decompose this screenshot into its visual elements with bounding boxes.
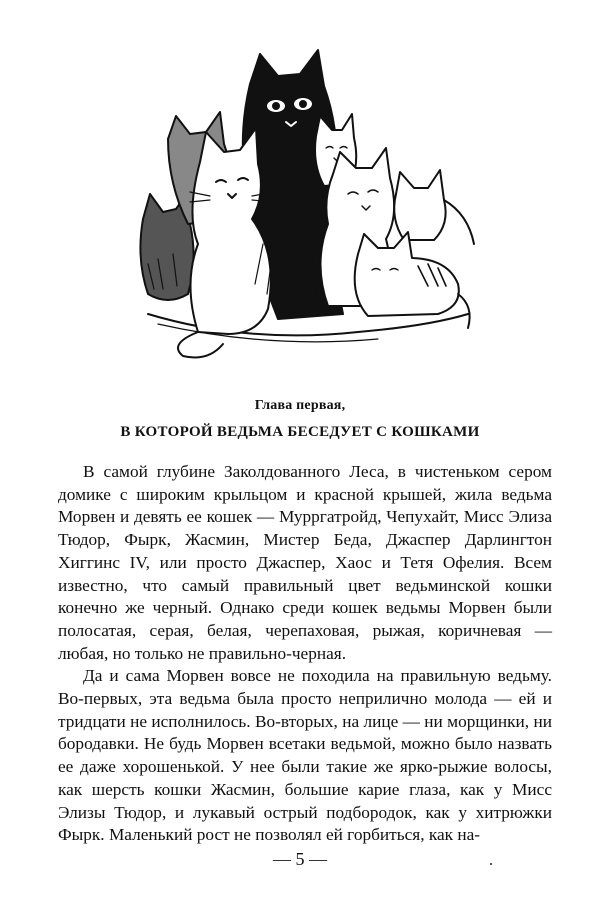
print-speck [490, 863, 492, 865]
paragraph: В самой глубине Заколдованного Леса, в чистеньком сером домике с широким крыльцом и красной крышей, жила ведьма Морвен и девять ее кошек — Мурргатройд, Чепухайт, Мисс Элиза Тюдор, Фырк, Жасмин, Мистер Беда, Джаспер Дарлингтон Хиггинс IV, или просто Джаспер, Хаос и Тетя Офелия. Всем известно, что самый правильный цвет ведьминской кошки конечно же черный. Однако среди кошек ведьмы Морвен были полосатая, серая, белая, черепаховая, рыжая, коричневая — любая, но только не правильно-черная. [58, 462, 552, 663]
cats-group-illustration [128, 44, 478, 364]
chapter-title: В КОТОРОЙ ВЕДЬМА БЕСЕДУЕТ С КОШКАМИ [120, 424, 480, 440]
page-number: — 5 — [273, 849, 327, 869]
body-text [58, 461, 552, 847]
chapter-label: Глава первая, [254, 398, 346, 413]
paragraph: Да и сама Морвен вовсе не походила на правильную ведьму. Во-первых, эта ведьма была просто неприлично молода — ей и тридцати не исполнилось. Во-вторых, на лице — ни морщинки, ни бородавки. Не будь Морвен всетаки ведьмой, можно было назвать ее даже хорошенькой. У нее были такие же ярко-рыжие волосы, как шерсть кошки Жасмин, большие карие глаза, как у Мисс Элизы Тюдор, и лукавый острый подбородок, как у хитрюжки Фырк. Маленький рост не позволял ей горбиться, как на- [58, 666, 552, 845]
